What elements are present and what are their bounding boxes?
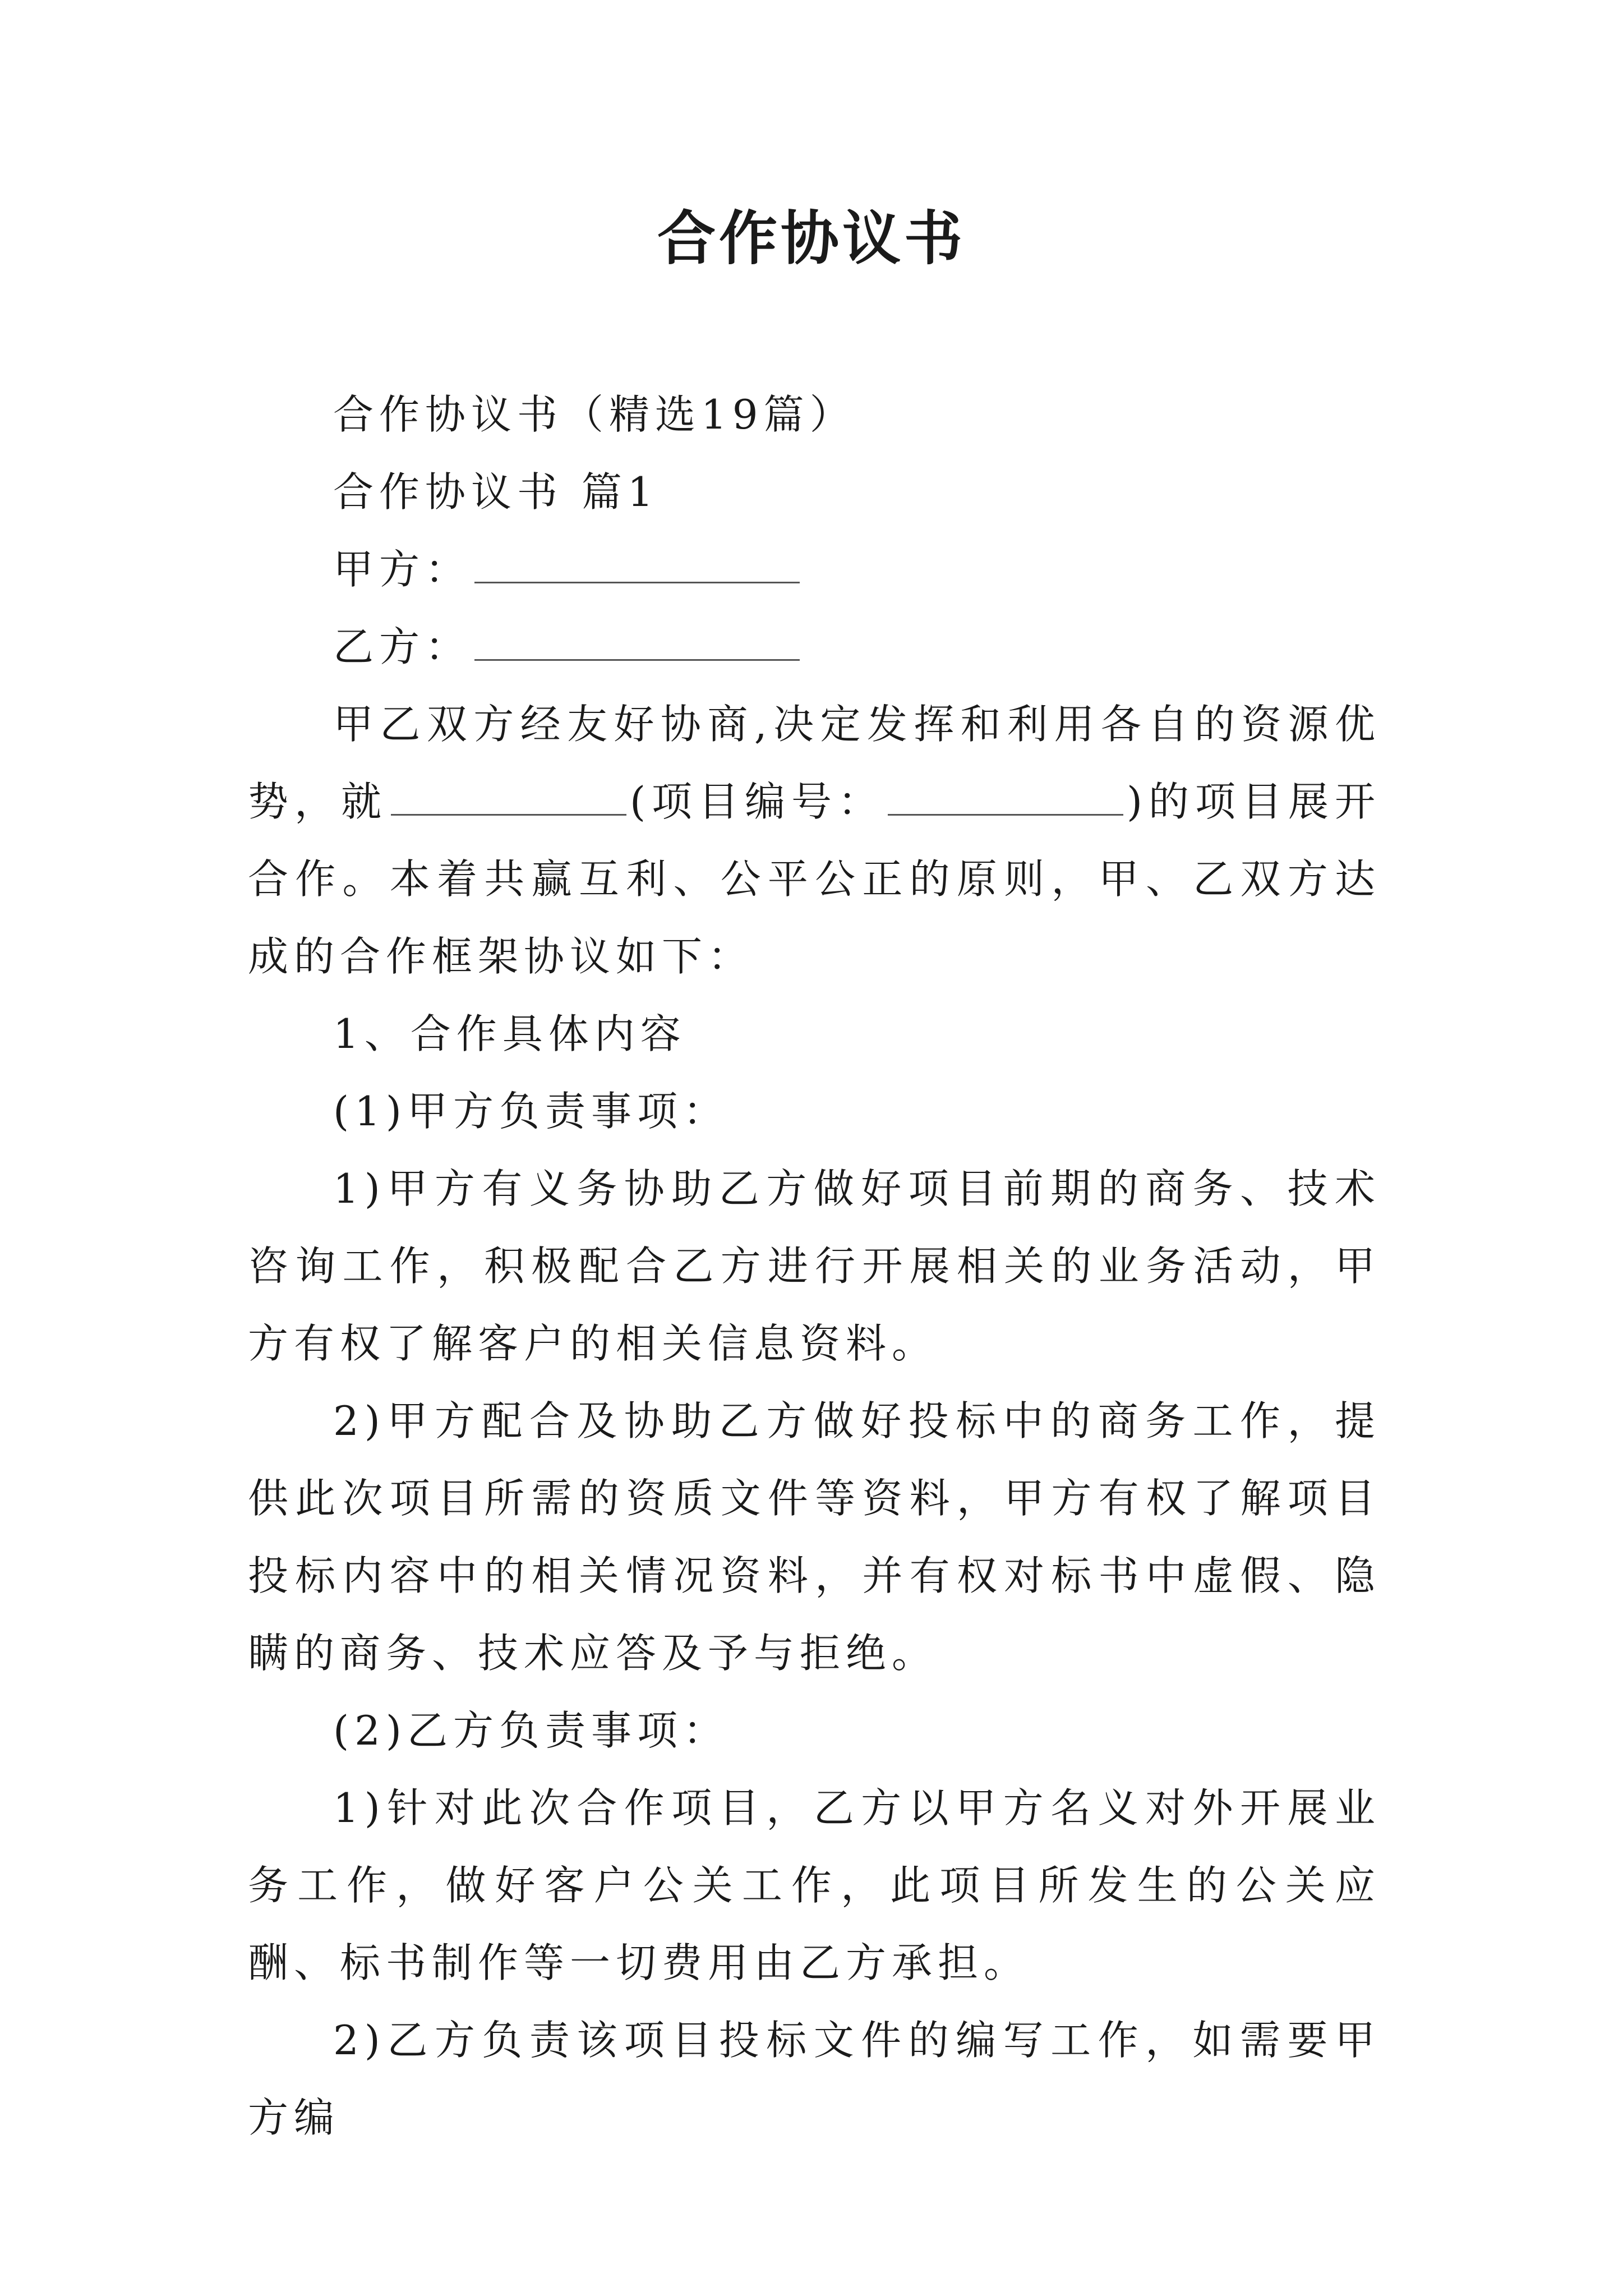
party-b-duties-heading: (2)乙方负责事项： [333,1707,729,1754]
party-a-duty-2: 2)甲方配合及协助乙方做好投标中的商务工作，提供此次项目所需的资质文件等资料，甲方有权了解项目投标内容中的相关情况资料，并有权对标书中虚假、隐瞒的商务、技术应答及予与拒绝。 [248,1397,1381,1677]
subtitle: 合作协议书（精选19篇） [333,391,856,438]
party-a-label: 甲方： [333,546,472,593]
party-b-blank [474,619,800,661]
clause1-heading: 1、合作具体内容 [333,1010,686,1057]
document-body [248,376,1381,2156]
party-a-blank [474,541,800,583]
section-heading: 合作协议书 篇1 [333,468,659,516]
party-b-line [248,608,1381,685]
party-a-duty-1: 1)甲方有义务协助乙方做好项目前期的商务、技术咨询工作，积极配合乙方进行开展相关的业务活动，甲方有权了解客户的相关信息资料。 [248,1165,1381,1367]
intro-paragraph [248,685,1381,995]
intro-part3: )的项目展开合作。本着共赢互利、公平公正的原则，甲、乙双方达成的合作框架协议如下： [248,778,1381,980]
project-number-blank [888,774,1123,816]
party-a-line [248,531,1381,608]
party-b-label: 乙方： [333,623,472,670]
party-b-duty-1: 1)针对此次合作项目，乙方以甲方名义对外开展业务工作，做好客户公关工作，此项目所发生的公关应酬、标书制作等一切费用由乙方承担。 [248,1784,1381,1986]
project-name-blank [391,774,626,816]
party-b-duty-2: 2)乙方负责该项目投标文件的编写工作，如需要甲方编 [248,2017,1381,2141]
intro-part2: (项目编号： [629,778,884,825]
party-a-duties-heading: (1)甲方负责事项： [333,1088,729,1135]
document-title: 合作协议书 [657,204,966,273]
intro-part1: 甲乙双方经友好协商,决定发挥和利用各自的资源优势，就 [248,701,1381,825]
